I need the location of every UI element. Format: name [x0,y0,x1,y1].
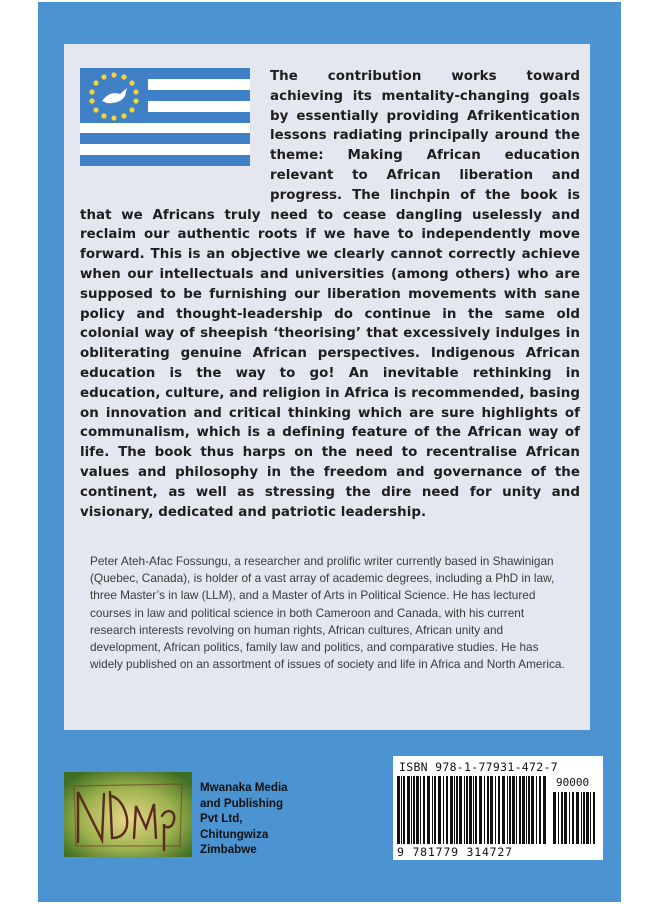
barcode-bar [427,776,430,844]
barcode-bar [512,776,515,844]
barcode-bar [581,792,582,844]
barcode-bar [423,776,425,844]
barcode-bar [397,776,400,844]
barcode-bar [403,776,405,844]
barcode-bar [420,776,421,844]
barcode-bar [475,776,477,844]
barcode-bar [450,776,453,844]
barcode-bar [413,776,415,844]
barcode-bar [446,776,448,844]
publisher-line: Chitungwiza [200,827,269,841]
barcode-bar [539,776,541,844]
barcode-bar [526,776,527,844]
ean-digits: 9 781779 314727 [397,845,513,859]
barcode-bar [564,792,567,844]
publisher-address [200,780,340,858]
barcode-bar [593,792,595,844]
barcode-bar [576,792,579,844]
barcode-bar [590,792,591,844]
barcode-bar [553,792,556,844]
barcode-bar [498,776,500,844]
ean-bars [397,776,547,844]
barcode-bar [464,776,465,844]
barcode-bar [490,776,493,844]
publisher-line: Pvt Ltd, [200,812,243,825]
barcode-bar [443,776,444,844]
blurb-text: The contribution works toward achieving its mentality-changing goals by essentially providing Afrikentication lessons radiating principally around the theme: Making African education relevant to African liberation and progress. The linchpin of the book is that we Africans truly need to cease dangling uselessly and reclaim our authentic roots if we have to independently move forward. This is an objective we clearly cannot correctly achieve when our intellectuals and universities (among others) who are supposed to be furnishing our liberation movements with sane policy and thought-leadership do continue in the same old colonial way of sheepish ‘theorising’ that excessively indulges in obliterating genuine African perspectives. Indigenous African education is the way to go! An inevitable rethinking in education, culture, and religion in Africa is recommended, basing on innovation and critical thinking which are sure highlights of communalism, which is a defining feature of the African way of life. The book thus harps on the need to recentralise African values and philosophy in the freedom and governance of the continent, as well as stressing the dire need for unity and visionary, dedicated and patriotic leadership. [80,69,580,520]
barcode-bar [479,776,482,844]
barcode-bar [434,776,436,844]
barcode-bar [509,776,511,844]
barcode-bar [416,776,419,844]
barcode-bar [586,792,589,844]
barcode-bar [502,776,505,844]
barcode-bar [495,776,496,844]
barcode-bar [528,776,530,844]
barcode-bar [531,776,534,844]
isbn-label: ISBN 978-1-77931-472-7 [399,760,558,774]
barcode-bar [411,776,412,844]
barcode-bar [484,776,485,844]
barcode-bar [407,776,410,844]
back-cover [38,2,621,902]
barcode-bar [473,776,474,844]
barcode-bar [456,776,458,844]
barcode-bar [569,792,570,844]
barcode-bar [572,792,574,844]
barcode-bar [466,776,468,844]
text-panel [64,44,590,730]
barcode-bar [519,776,521,844]
barcode-bar [487,776,489,844]
isbn-barcode [393,756,603,860]
publisher-line: Mwanaka Media [200,781,288,794]
barcode-bar [454,776,455,844]
publisher-line: Zimbabwe [200,843,257,856]
barcode-bar [438,776,441,844]
publisher-line: and Publishing [200,796,284,810]
barcode-bar [516,776,517,844]
barcode-bar [583,792,585,844]
barcode-bar [432,776,433,844]
price-bars [553,792,597,844]
barcode-bar [507,776,508,844]
barcode-bar [561,792,563,844]
barcode-bar [522,776,525,844]
barcode-bar [543,776,546,844]
barcode-bar [459,776,462,844]
price-code: 90000 [556,776,590,789]
barcode-bar [401,776,402,844]
barcode-bar [558,792,559,844]
author-bio: Peter Ateh-Afac Fossungu, a researcher and prolific writer currently based in Shawinigan (Quebec, Canada), is holder of a vast array of academic degrees, including a PhD in law, three Master’s in law (LLM), and a Master of Arts in Political Science. He has lectured courses in law and political science in both Cameroon and Canada, with his current research interests revolving on human rights, African cultures, African unity and development, African politics, family law and politics, and comparative studies. He has widely published on an assortment of issues of society and life in Africa and North America. [90,554,565,672]
barcode-bar [536,776,537,844]
publisher-logo [64,772,192,857]
barcode-bar [469,776,472,844]
